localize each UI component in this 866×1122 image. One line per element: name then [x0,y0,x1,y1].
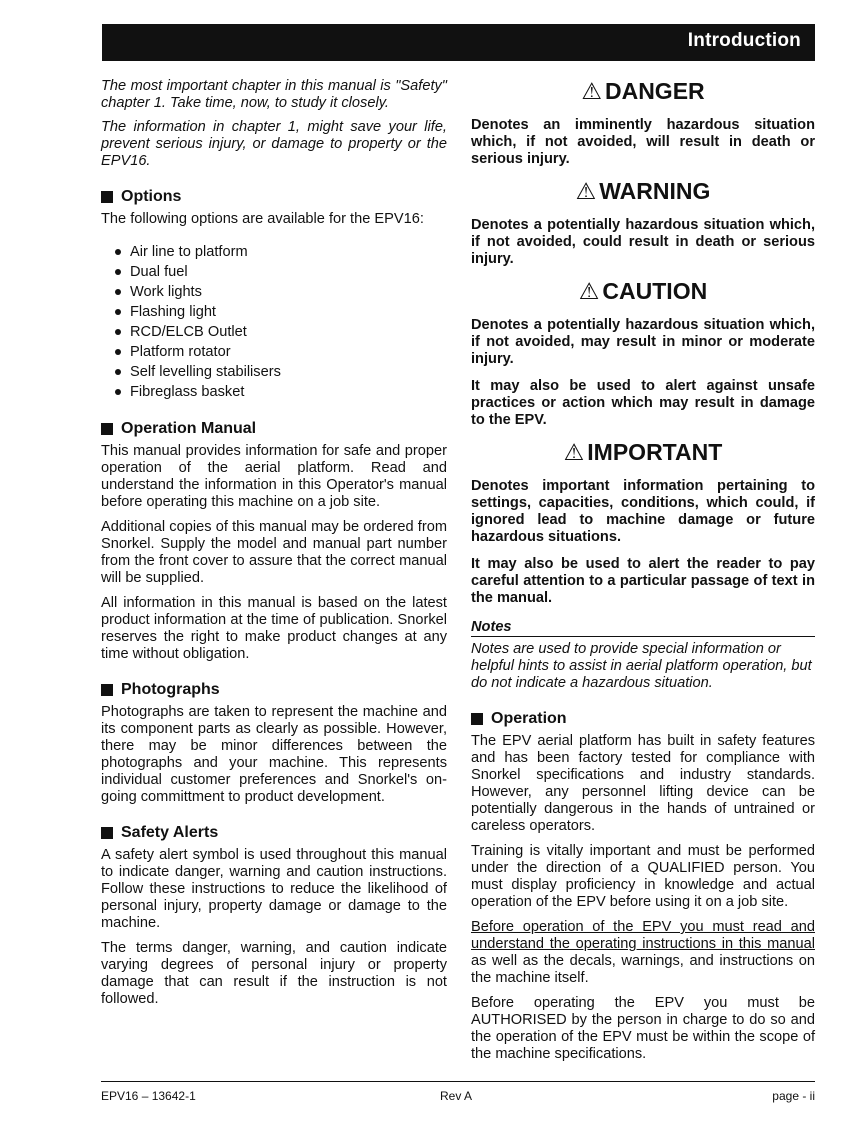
square-bullet-icon [471,713,483,725]
bullet-icon [115,349,121,355]
options-list [101,242,447,402]
safety-alerts-paragraph-1: A safety alert symbol is used throughout this manual to indicate danger, warning and caution instructions. Follow these instructions to reduce the likelihood of personal injury, property damage or damage to the machine. [101,847,447,931]
photographs-heading: Photographs [101,681,447,699]
important-text: Denotes important information pertaining to settings, capacities, conditions, which could, if ignored lead to machine damage or future hazardous situations. [471,478,815,545]
list-item: RCD/ELCB Outlet [115,322,447,342]
bullet-icon [115,309,121,315]
intro-paragraph-1: The most important chapter in this manual is "Safety" chapter 1. Take time, now, to study it closely. [101,78,447,111]
operation-paragraph-3: Before operation of the EPV you must read and understand the operating instructions in this manual as well as the decals, warnings, and instructions on the machine itself. [471,919,815,986]
bullet-icon [115,389,121,395]
list-item: Work lights [115,282,447,302]
left-column [101,78,447,1016]
operation-paragraph-2: Training is vitally important and must be performed under the direction of a QUALIFIED person. You must display proficiency in knowledge and actual operation of the EPV before using it on a job site. [471,843,815,910]
right-column [471,78,815,1071]
operation-paragraph-4: Before operating the EPV you must be AUTHORISED by the person in charge to do so and the operation of the EPV must be within the scope of the machine specifications. [471,995,815,1062]
intro-paragraph-2: The information in chapter 1, might save your life, prevent serious injury, or damage to property or the EPV16. [101,119,447,169]
danger-text: Denotes an imminently hazardous situation which, if not avoided, will result in death or serious injury. [471,117,815,167]
warning-triangle-icon: ⚠ [578,278,600,304]
square-bullet-icon [101,684,113,696]
caution-label: ⚠ CAUTION [578,278,708,304]
options-intro: The following options are available for the EPV16: [101,211,424,227]
operation-paragraph-1: The EPV aerial platform has built in safety features and has been factory tested for compliance with Snorkel specifications and industry standards. However, any personnel lifting device can be potentially dangerous in the hands of untrained or careless operators. [471,733,815,834]
safety-alerts-paragraph-2: The terms danger, warning, and caution indicate varying degrees of personal injury or property damage that can result if the instruction is not followed. [101,940,447,1007]
square-bullet-icon [101,827,113,839]
list-item: Fibreglass basket [115,382,447,402]
caution-text-2: It may also be used to alert against unsafe practices or action which may result in damage to the EPV. [471,378,815,428]
operation-manual-paragraph-3: All information in this manual is based on the latest product information at the time of publication. Snorkel reserves the right to make product changes at any time without obligation. [101,595,447,662]
footer-doc-number: EPV16 – 13642-1 [101,1089,196,1103]
warning-triangle-icon: ⚠ [575,178,597,204]
photographs-paragraph: Photographs are taken to represent the machine and its component parts as clearly as possible. However, there may be minor differences between the photographs and your machine. This represents individual customer preferences and Snorkel's on-going committment to product development. [101,704,447,805]
caution-text: Denotes a potentially hazardous situation which, if not avoided, may result in minor or moderate injury. [471,317,815,367]
warning-triangle-icon: ⚠ [581,78,602,104]
important-label: ⚠ IMPORTANT [563,439,723,465]
bullet-icon [115,249,121,255]
footer-revision: Rev A [440,1089,473,1103]
notes-heading: Notes [471,619,815,637]
warning-triangle-icon: ⚠ [563,439,585,465]
page-title: Introduction [687,30,801,51]
list-item: Dual fuel [115,262,447,282]
bullet-icon [115,289,121,295]
safety-alerts-heading: Safety Alerts [101,824,447,842]
danger-label: ⚠ DANGER [581,78,705,104]
bullet-icon [115,269,121,275]
options-heading: Options [101,188,447,206]
square-bullet-icon [101,423,113,435]
list-item: Air line to platform [115,242,447,262]
important-text-2: It may also be used to alert the reader to pay careful attention to a particular passage of text in the manual. [471,556,815,606]
square-bullet-icon [101,191,113,203]
list-item: Self levelling stabilisers [115,362,447,382]
header-bar [102,24,815,61]
bullet-icon [115,369,121,375]
list-item: Platform rotator [115,342,447,362]
footer-page-number: page - ii [772,1089,815,1103]
operation-manual-paragraph-1: This manual provides information for safe and proper operation of the aerial platform. Read and understand the information in this Operator's manual before operating this machine on a job site. [101,443,447,510]
notes-text: Notes are used to provide special information or helpful hints to assist in aerial platform operation, but do not indicate a hazardous situation. [471,641,812,691]
operation-heading: Operation [471,710,815,728]
operation-manual-heading: Operation Manual [101,420,447,438]
footer-divider [101,1081,815,1082]
operation-manual-paragraph-2: Additional copies of this manual may be ordered from Snorkel. Supply the model and manual part number from the front cover to assure that the correct manual will be supplied. [101,519,447,586]
warning-label: ⚠ WARNING [575,178,711,204]
bullet-icon [115,329,121,335]
list-item: Flashing light [115,302,447,322]
warning-text: Denotes a potentially hazardous situation which, if not avoided, could result in death or serious injury. [471,217,815,267]
